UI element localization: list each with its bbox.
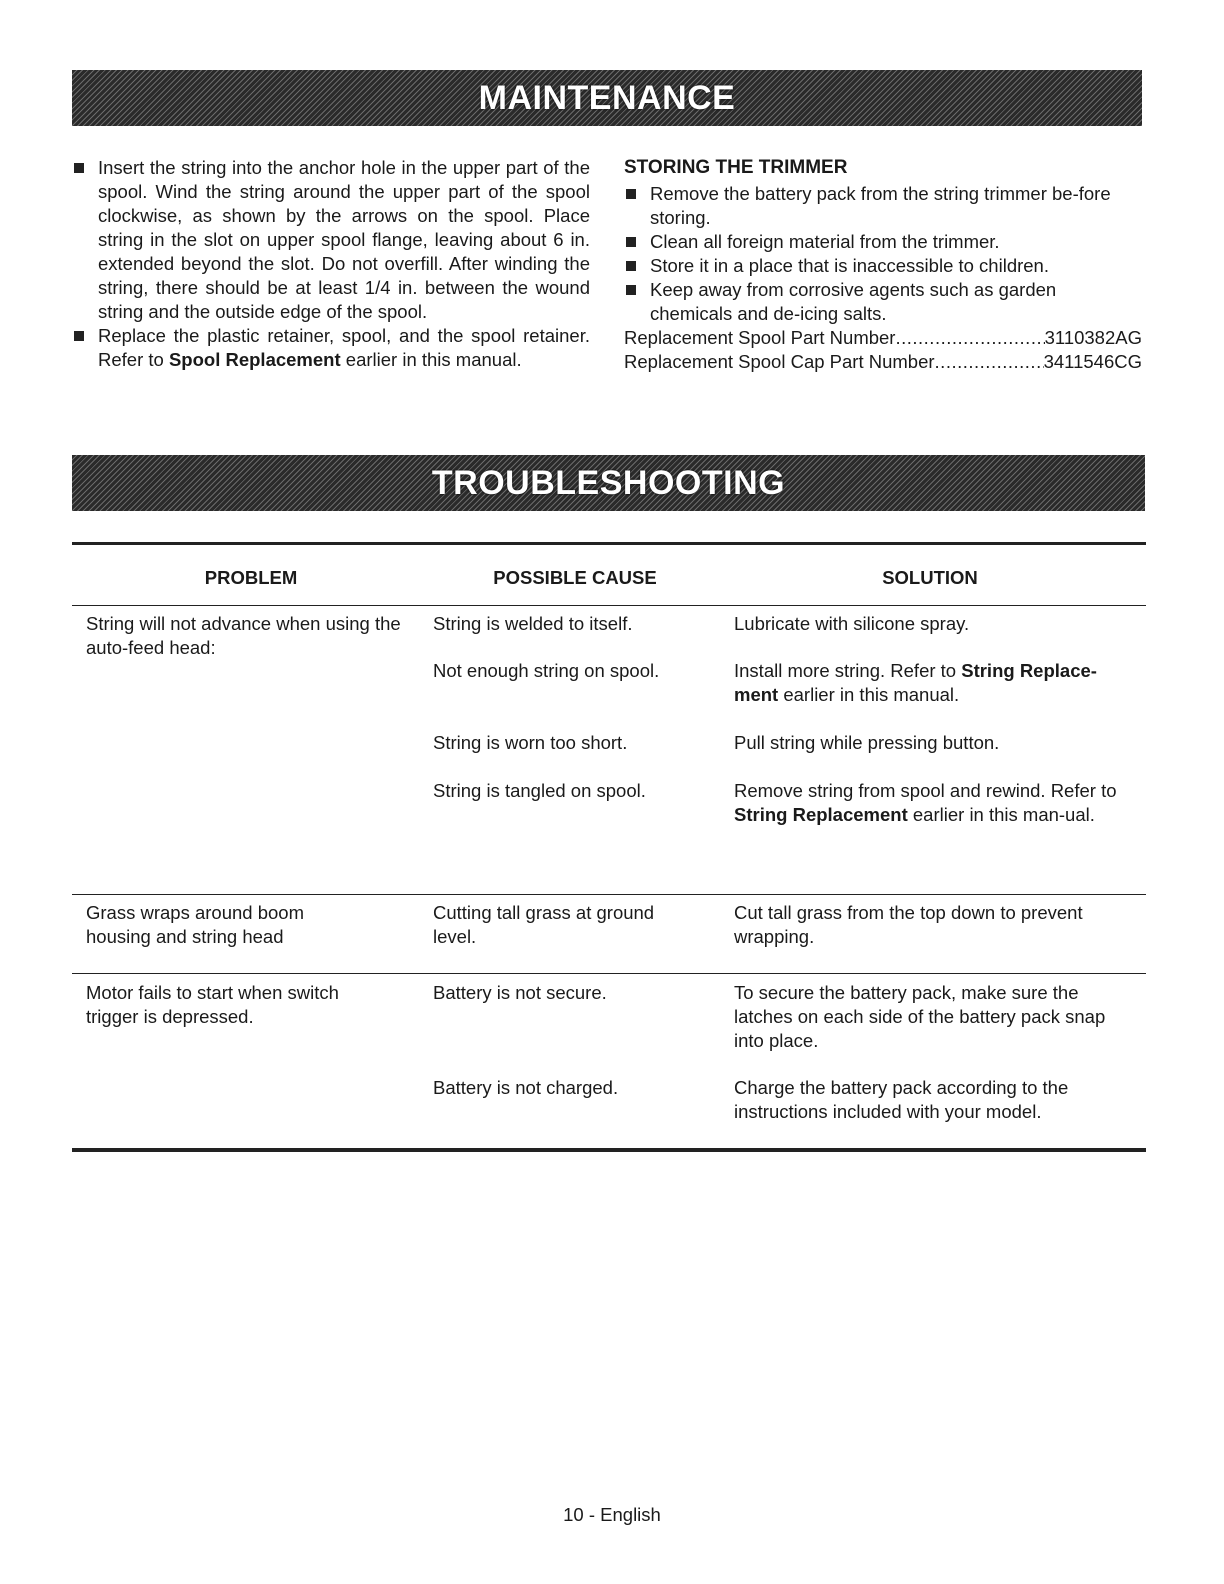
bullet-text: Insert the string into the anchor hole in the upper part of the spool. Wind the string around the upper part of the spool clockwise, as shown by the arrows on the spool. Place string in the slot on upper spool flange, leaving about 6 in. extended beyond the slot. Do not overfill. After winding the string, there should be at least 1/4 in. between the wound string and the outside edge of the spool. [98,157,590,322]
leader-dots [935,350,1044,374]
solution-cell: Cut tall grass from the top down to prevent wrapping. [734,902,1083,947]
bullet-item [72,156,590,324]
cause-cell: String is tangled on spool. [433,780,646,801]
cause-cell: Cutting tall grass at ground level. [433,902,655,947]
bullet-text: earlier in this manual. [340,349,522,370]
solution-text: Install more string. Refer to [734,660,962,681]
bullet-item: Keep away from corrosive agents such as garden chemicals and de-icing salts. [624,278,1142,326]
header-problem: PROBLEM [204,567,298,588]
problem-cell: Motor fails to start when switch trigger is depressed. [86,982,339,1027]
cause-cell: Not enough string on spool. [433,660,660,681]
row-rule [72,973,1146,974]
leader-dots [895,326,1044,350]
solution-cell: To secure the battery pack, make sure the latches on each side of the battery pack snap into place. [734,982,1106,1051]
part-label: Replacement Spool Cap Part Number [624,351,935,372]
solution-cell [734,659,1134,707]
bullet-item: Clean all foreign material from the trimmer. [624,230,1142,254]
row-rule [72,894,1146,895]
solution-cell: Charge the battery pack according to the instructions included with your model. [734,1077,1069,1122]
cause-cell: String is worn too short. [433,732,628,753]
bold-reference: Spool Replacement [168,349,341,370]
bullet-item: Store it in a place that is inaccessible to children. [624,254,1142,278]
maintenance-banner: MAINTENANCE [72,70,1142,126]
bold-reference: String Replacement [734,804,908,825]
cause-cell: String is welded to itself. [433,613,633,634]
solution-cell: Lubricate with silicone spray. [734,613,970,634]
solution-text: Remove string from spool and rewind. Refer to [734,780,1117,801]
table-bottom-rule [72,1148,1146,1152]
page-footer: 10 - English [563,1504,661,1525]
part-number-row [624,326,1142,350]
problem-cell: Grass wraps around boom housing and string head [86,902,304,947]
table-top-rule [72,542,1146,545]
header-rule [72,605,1146,606]
cause-cell: Battery is not charged. [433,1077,619,1098]
header-cause: POSSIBLE CAUSE [493,567,657,588]
troubleshooting-banner: TROUBLESHOOTING [72,455,1145,511]
solution-cell [734,779,1129,827]
maintenance-left-column [72,156,590,372]
solution-text: earlier in this man-ual. [907,804,1095,825]
solution-text: earlier in this manual. [778,684,960,705]
part-value: 3110382AG [1044,327,1142,348]
part-number-row [624,350,1142,374]
bullet-item [72,324,590,372]
problem-cell: String will not advance when using the auto-feed head: [86,613,401,658]
bullet-text: Replace the plastic retainer, spool, and the spool retainer. Refer to [98,325,590,370]
bold-reference: String Replace-ment [734,660,1097,705]
solution-cell: Pull string while pressing button. [734,732,1000,753]
part-value: 3411546CG [1043,351,1142,372]
header-solution: SOLUTION [882,567,978,588]
cause-cell: Battery is not secure. [433,982,607,1003]
storing-section [624,156,1142,374]
bullet-item: Remove the battery pack from the string trimmer be-fore storing. [624,182,1142,230]
part-label: Replacement Spool Part Number [624,327,896,348]
storing-heading: STORING THE TRIMMER [624,157,848,178]
